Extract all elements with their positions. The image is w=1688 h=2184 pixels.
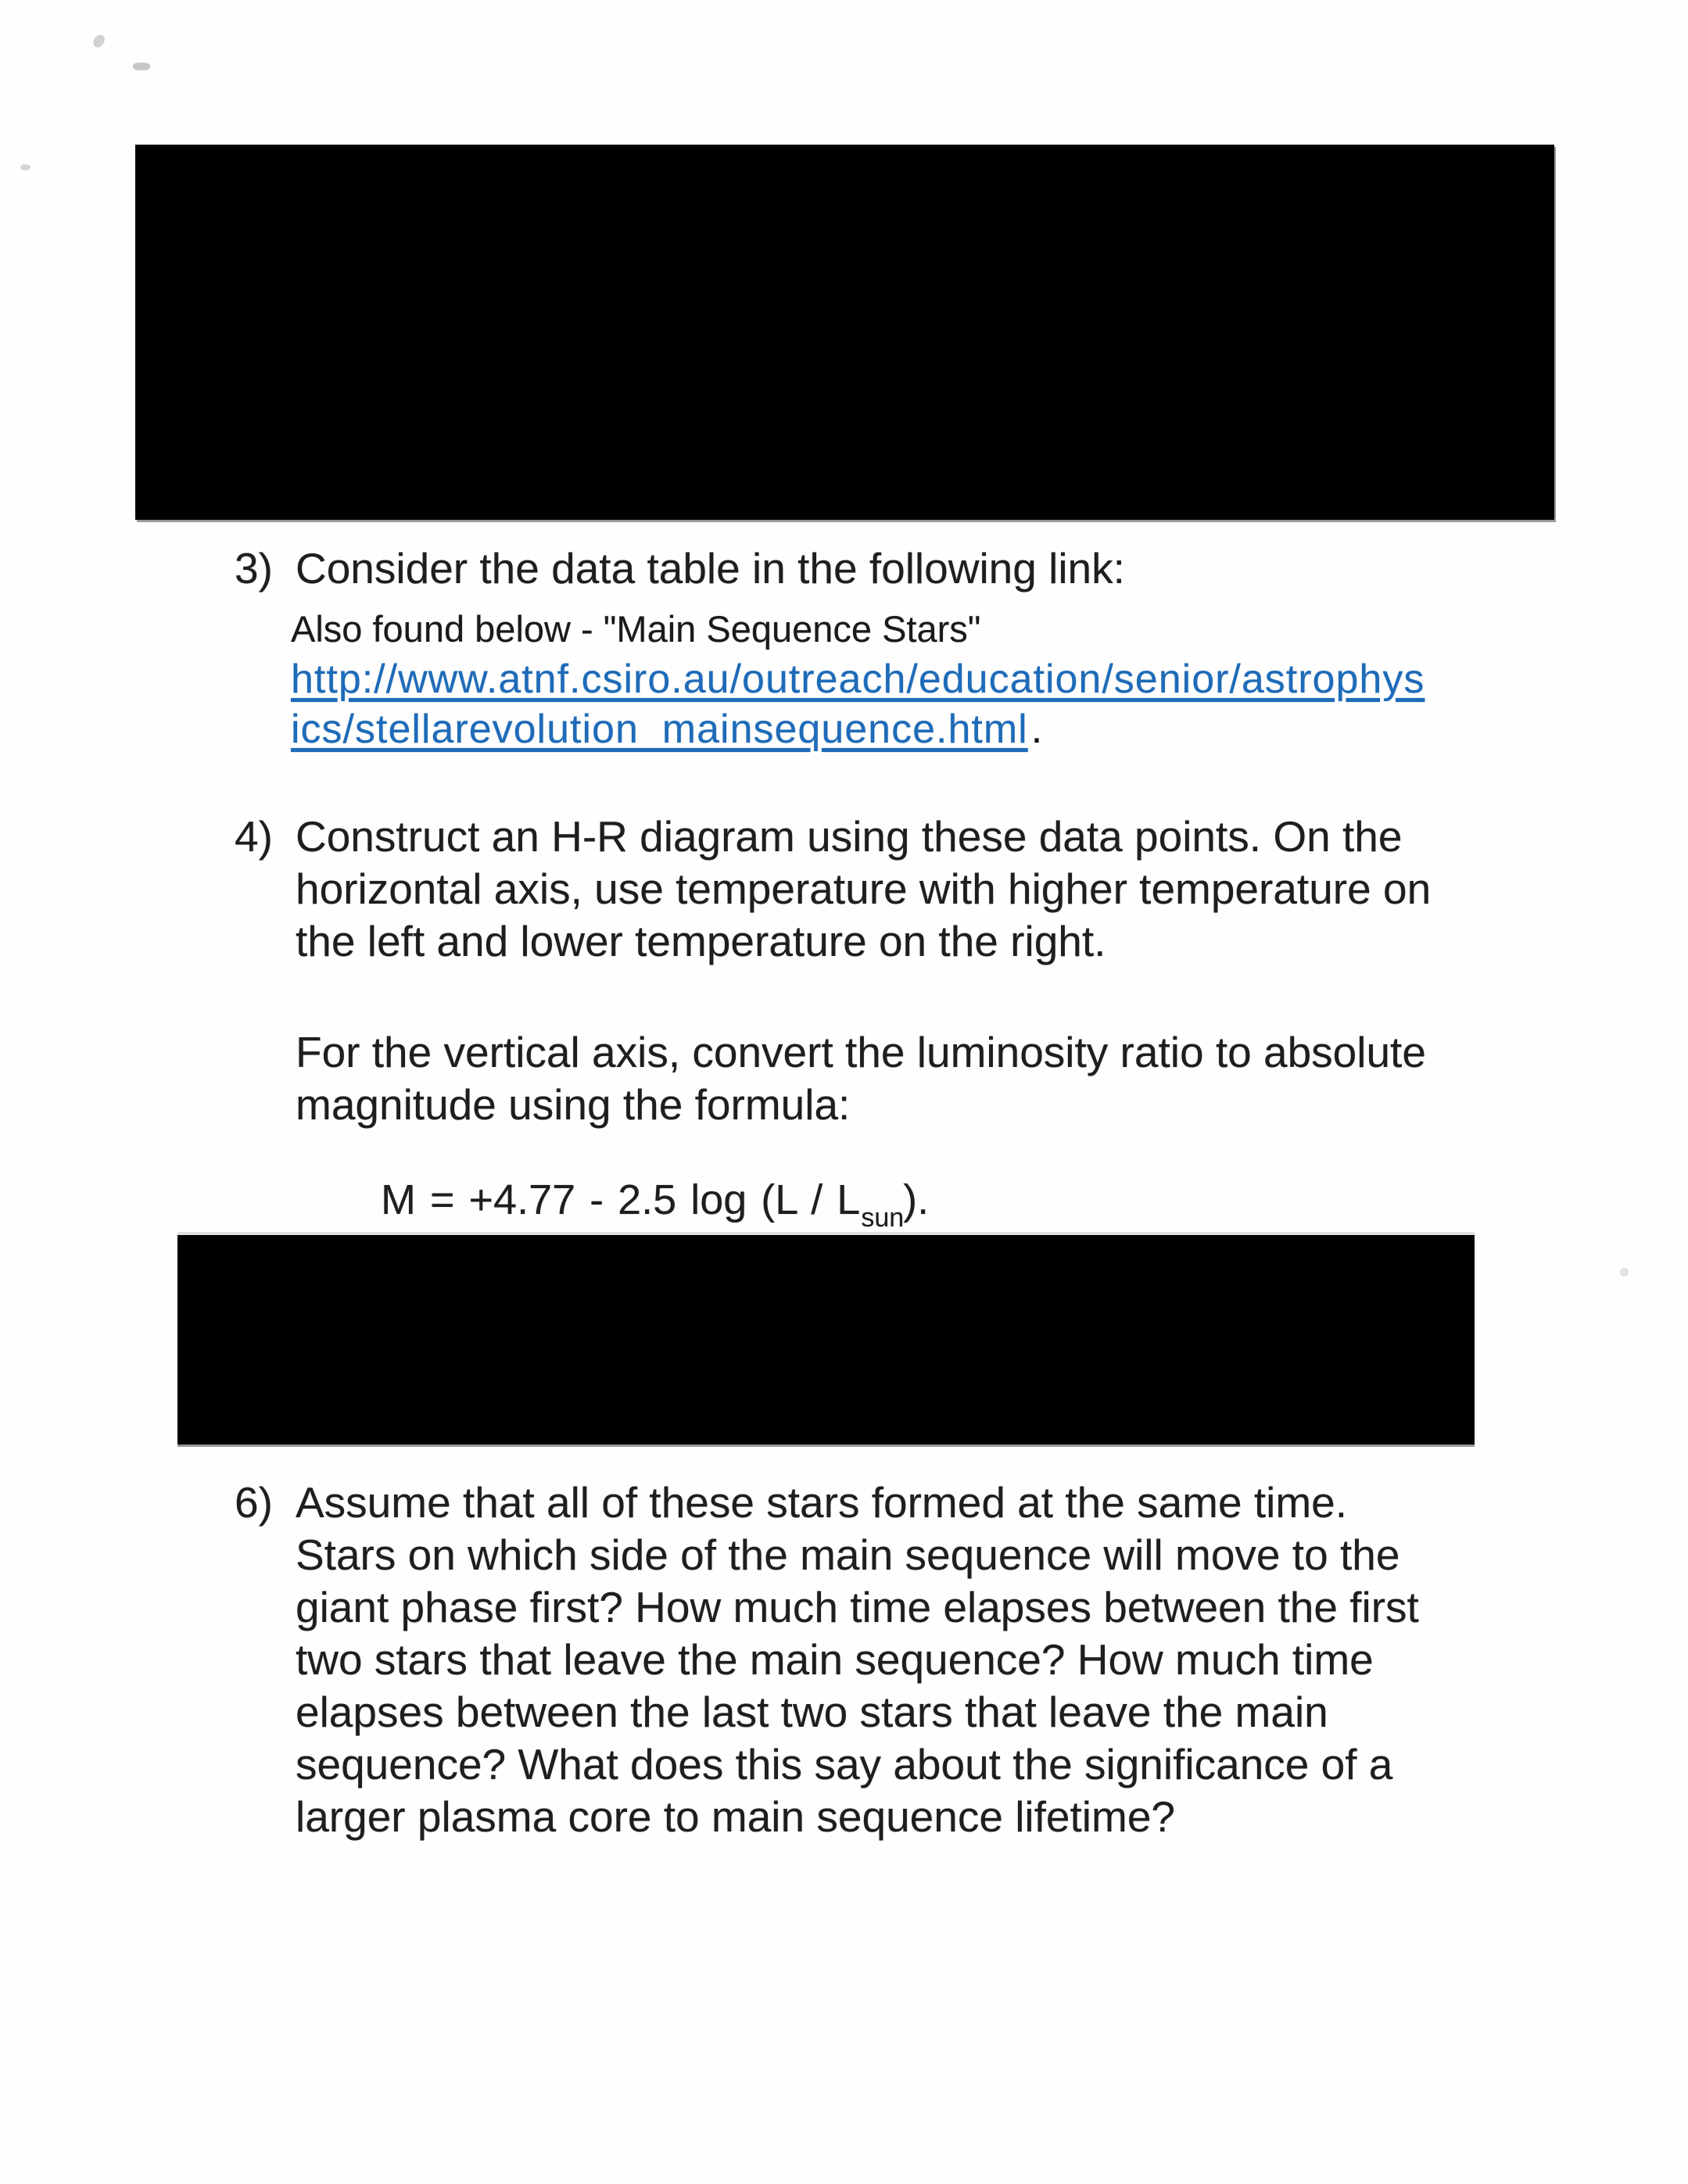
scan-speck: [20, 164, 30, 170]
formula-subscript: sun: [861, 1202, 905, 1233]
question-4-paragraph-1: [235, 811, 1432, 968]
question-3-heading-text: Consider the data table in the following link:: [296, 544, 1125, 593]
formula-suffix: ).: [903, 1176, 930, 1223]
scan-speck: [133, 63, 150, 70]
data-table-link-line-2-wrap: [291, 705, 1043, 754]
text-line: the left and lower temperature on the right.: [296, 917, 1106, 965]
text-line: two stars that leave the main sequence? How much time: [296, 1635, 1374, 1684]
text-line: Assume that all of these stars formed at the same time.: [296, 1478, 1348, 1527]
scan-speck: [1620, 1268, 1629, 1276]
question-4-paragraph-2: [296, 1026, 1426, 1131]
question-6-lines: [296, 1477, 1419, 1843]
also-found-below-line: Also found below - "Main Sequence Stars": [291, 608, 981, 650]
text-line: horizontal axis, use temperature with higher temperature on: [296, 865, 1432, 913]
data-table-link-line-1[interactable]: http://www.atnf.csiro.au/outreach/education/senior/astrophys: [291, 657, 1425, 702]
text-line: Construct an H-R diagram using these data points. On the: [296, 812, 1403, 861]
text-line: larger plasma core to main sequence lifetime?: [296, 1792, 1176, 1841]
question-6-number: 6): [235, 1478, 273, 1527]
question-3-heading: [235, 542, 1125, 595]
question-4-number: 4): [235, 812, 273, 861]
data-table-link-line-2[interactable]: ics/stellarevolution_mainsequence.html: [291, 707, 1028, 752]
text-line: giant phase first? How much time elapses between the first: [296, 1583, 1419, 1631]
question-4-lines: [296, 811, 1431, 968]
data-table-link-line-1-wrap: [291, 655, 1425, 704]
text-line: elapses between the last two stars that leave the main: [296, 1688, 1328, 1736]
link-trailing-period: .: [1030, 707, 1044, 752]
question-3-number: 3): [235, 544, 273, 593]
text-line: sequence? What does this say about the significance of a: [296, 1740, 1393, 1788]
redacted-block-top: [135, 145, 1554, 520]
formula-prefix: M = +4.77 - 2.5 log (L / L: [381, 1176, 861, 1223]
scan-speck: [91, 33, 106, 49]
magnitude-formula: [381, 1175, 930, 1233]
text-line: magnitude using the formula:: [296, 1080, 851, 1129]
redacted-block-middle: [177, 1235, 1475, 1445]
text-line: Stars on which side of the main sequence will move to the: [296, 1531, 1400, 1579]
question-6-paragraph: [235, 1477, 1419, 1843]
text-line: For the vertical axis, convert the luminosity ratio to absolute: [296, 1028, 1426, 1076]
